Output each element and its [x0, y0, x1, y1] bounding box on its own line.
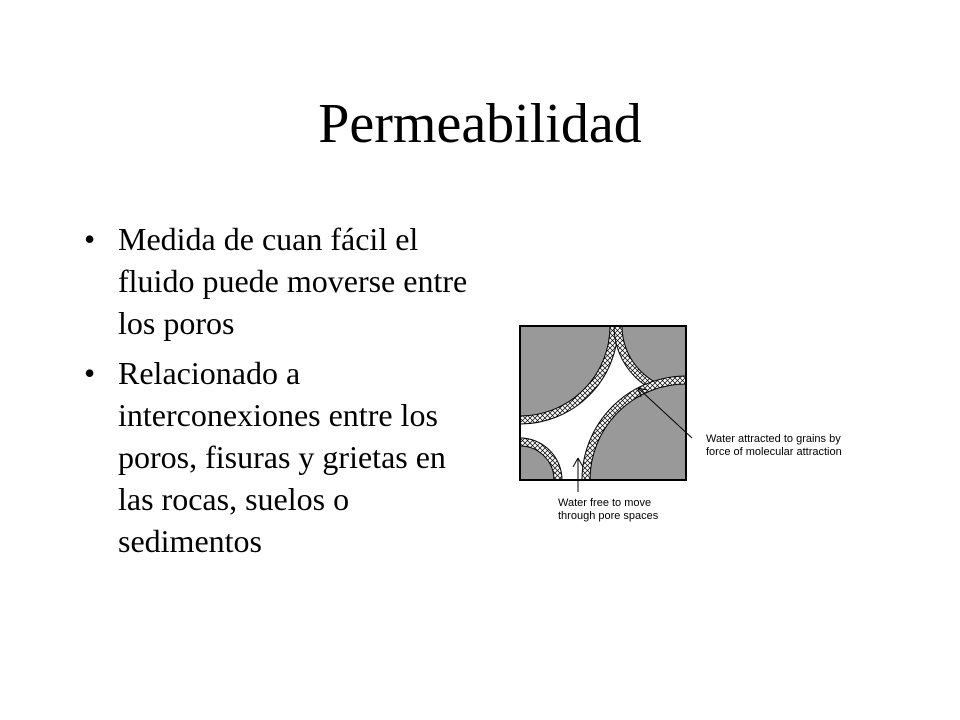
bullet-dot: •	[84, 221, 96, 257]
bullet-list	[80, 218, 470, 570]
bullet-dot: •	[84, 355, 96, 391]
slide-title: Permeabilidad	[318, 93, 642, 155]
caption-free-water: Water free to move through pore spaces	[558, 497, 659, 522]
bullet-item-definition	[80, 218, 470, 344]
caption-attracted-water: Water attracted to grains by force of molecular attraction	[706, 433, 842, 458]
bullet-text: Medida de cuan fácil el fluido puede moverse entre los poros	[118, 221, 468, 341]
bullet-item-relation	[80, 352, 470, 562]
bullet-text: Relacionado a interconexiones entre los poros, fisuras y grietas en las rocas, suelos o sedimentos	[118, 355, 446, 559]
